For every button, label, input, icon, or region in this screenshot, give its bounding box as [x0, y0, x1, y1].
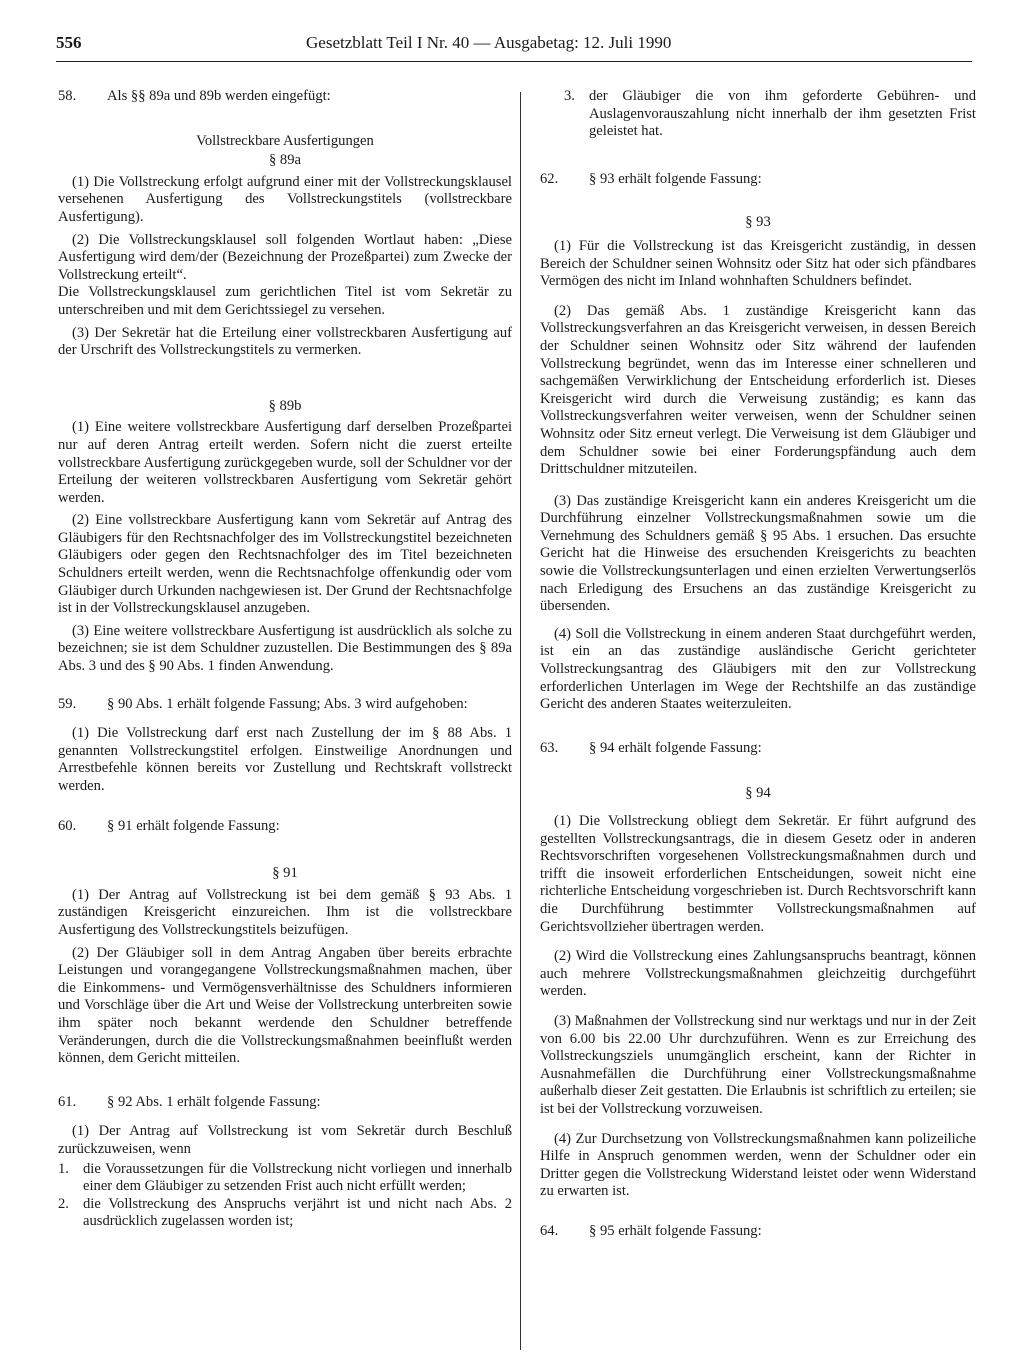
paragraph-text: (2) Die Vollstreckungsklausel soll folgenden Wortlaut haben: „Diese Ausfertigung wird dem/der (Bezeichnung der Prozeßpartei) zum Zwecke der Vollstreckung erteilt“. [58, 231, 512, 283]
section-intro: § 91 erhält folgende Fassung: [107, 817, 280, 834]
section-58 [58, 88, 512, 106]
heading-vollstreckbare-ausfertigungen: Vollstreckbare Ausfertigungen [196, 132, 374, 149]
gazette-title: Gesetzblatt Teil I Nr. 40 — Ausgabetag: 12. Juli 1990 [306, 33, 672, 52]
section-61 [58, 1094, 512, 1112]
section-60 [58, 818, 512, 836]
paragraph-text: (4) Soll die Vollstreckung in einem anderen Staat durchgeführt werden, ist ein an das zuständige ausländische Gericht gerichteter Vollstreckungsantrag des Gläubigers mit den zur Vollstreckung erforderlichen Unterlagen im Wege der Rechtshilfe an das zuständige Gericht des anderen Staates weiterzuleiten. [540, 625, 976, 713]
list-number: 1. [58, 1160, 69, 1177]
left-column [58, 88, 512, 1231]
paragraph-text: (3) Maßnahmen der Vollstreckung sind nur werktags und nur in der Zeit von 6.00 bis 22.00 Uhr durchzuführen. Wenn es zur Erreichung des Vollstreckungsziels unumgänglich erscheint, kann der Richter in Ausnahmefällen die Durchführung einer Vollstreckungsmaßnahme außerhalb dieser Zeit gestatten. Die Erlaubnis ist schriftlich zu erteilen; sie ist bei der Vollstreckung vorzuweisen. [540, 1012, 976, 1117]
page-number: 556 [56, 33, 82, 52]
list-number: 3. [564, 88, 575, 104]
paragraph-text: (2) Wird die Vollstreckung eines Zahlungsanspruchs beantragt, können auch mehrere Vollstreckungsmaßnahmen gleichzeitig durchgeführt werden. [540, 948, 976, 1000]
section-number: 63. [540, 739, 559, 756]
section-number: 64. [540, 1222, 559, 1239]
section-64 [540, 1223, 976, 1241]
paragraph-text: (1) Für die Vollstreckung ist das Kreisgericht zuständig, in dessen Bereich der Schuldner seinen Wohnsitz oder Sitz hat oder sich pfändbares Vermögen des nicht im Inland wohnhaften Schuldners befindet. [540, 237, 976, 290]
paragraph-heading-93: § 93 [745, 214, 771, 231]
section-59 [58, 696, 512, 714]
section-intro: § 92 Abs. 1 erhält folgende Fassung: [107, 1093, 321, 1110]
right-column [540, 88, 976, 1240]
list-number: 2. [58, 1195, 69, 1212]
section-intro: § 94 erhält folgende Fassung: [589, 739, 762, 756]
list-item [58, 1161, 512, 1196]
condition-list [58, 1161, 512, 1231]
list-item [58, 1196, 512, 1231]
paragraph-text: (4) Zur Durchsetzung von Vollstreckungsmaßnahmen kann polizeiliche Hilfe in Anspruch genommen werden, wenn der Schuldner oder ein Dritter gegen die Vollstreckung Widerstand leistet oder wenn Widerstand zu erwarten ist. [540, 1130, 976, 1200]
paragraph-heading-91: § 91 [272, 865, 298, 882]
paragraph-text: (3) Eine weitere vollstreckbare Ausfertigung ist ausdrücklich als solche zu bezeichnen; sie ist dem Schuldner zuzustellen. Die Bestimmungen des § 89a Abs. 3 und des § 90 Abs. 1 finden Anwendung. [58, 622, 512, 675]
section-number: 61. [58, 1093, 77, 1110]
paragraph-text: (3) Der Sekretär hat die Erteilung einer vollstreckbaren Ausfertigung auf der Urschrift des Vollstreckungstitels zu vermerken. [58, 324, 512, 359]
paragraph-text: (1) Eine weitere vollstreckbare Ausfertigung darf derselben Prozeßpartei nur auf deren Antrag erteilt werden. Sofern nicht die zuerst erteilte vollstreckbare Ausfertigung zurückgegeben wurde, soll der Schuldner vor der Erteilung der weiteren vollstreckbaren Ausfertigung vom Sekretär gehört werden. [58, 419, 512, 506]
section-number: 60. [58, 817, 77, 834]
condition-list-continued [540, 88, 976, 141]
list-text: die Voraussetzungen für die Vollstreckung nicht vorliegen und innerhalb einer dem Gläubiger zu setzenden Frist auch nicht erfüllt werden; [83, 1160, 512, 1195]
section-63 [540, 740, 976, 758]
paragraph-text: Die Vollstreckungsklausel zum gerichtlichen Titel ist vom Sekretär zu unterschreiben und mit dem Gerichtssiegel zu versehen. [58, 284, 512, 318]
list-text: der Gläubiger die von ihm geforderte Gebühren- und Auslagenvorauszahlung nicht innerhalb der ihm gesetzten Frist geleistet hat. [589, 88, 976, 140]
paragraph-heading-94: § 94 [745, 785, 771, 802]
paragraph-text: (1) Die Vollstreckung obliegt dem Sekretär. Er führt aufgrund des gestellten Vollstreckungsantrags, die in diesem Gesetz oder in anderen Rechtsvorschriften vorgesehenen Vollstreckungsmaßnahmen durch und trifft die insoweit erforderlichen Entscheidungen, soweit nicht eine richterliche Entscheidung vorgeschrieben ist. Durch Rechtsvorschrift kann die Durchführung bestimmter Vollstreckungsmaßnahmen auf Gerichtsvollzieher übertragen werden. [540, 813, 976, 935]
column-divider [520, 92, 521, 1350]
paragraph-text: (2) Das gemäß Abs. 1 zuständige Kreisgericht kann das Vollstreckungsverfahren an das Kreisgericht verweisen, in dessen Bereich der Schuldner seinen Wohnsitz oder Sitz während der laufenden Vollstreckung begründet, wenn das im Interesse einer schnelleren und sachgemäßen Verwirklichung der Entscheidung erforderlich ist. Dieses Kreisgericht wird durch die Verweisung zuständig; es kann das Vollstreckungsverfahren weiter verweisen, wenn der Schuldner seinen Wohnsitz oder Sitz erneut verlegt. Die Verweisung ist dem Gläubiger und dem Schuldner sowie bei einer Forderungspfändung auch dem Drittschuldner mitzuteilen. [540, 302, 976, 478]
paragraph-heading-89a: § 89a [268, 152, 302, 169]
paragraph-text: (2) Der Gläubiger soll in dem Antrag Angaben über bereits erbrachte Leistungen und vorangegangene Vollstreckungsmaßnahmen machen, über die Einkommens- und Vermögensverhältnisse des Schuldners informieren und Vorschläge über die Art und Weise der Vollstreckung unterbreiten sowie ihm später noch bekannt werdende den Schuldner betreffende Veränderungen, durch die die Vollstreckungsmaßnahmen beeinflußt werden können, dem Gericht mitteilen. [58, 944, 512, 1067]
paragraph-text: (1) Die Vollstreckung darf erst nach Zustellung der im § 88 Abs. 1 genannten Vollstreckungstitel erfolgen. Einstweilige Anordnungen und Arrestbefehle können bereits vor Zustellung und Rechtskraft vollstreckt werden. [58, 725, 512, 794]
paragraph-heading-89b: § 89b [268, 397, 302, 414]
list-item [564, 88, 976, 141]
page-header [0, 34, 1024, 58]
header-rule [56, 61, 972, 62]
section-62 [540, 171, 976, 189]
section-intro: § 95 erhält folgende Fassung: [589, 1222, 762, 1239]
section-number: 58. [58, 88, 77, 104]
paragraph-text: (1) Der Antrag auf Vollstreckung ist vom Sekretär durch Beschluß zurückzuweisen, wenn [58, 1123, 512, 1157]
list-text: die Vollstreckung des Anspruchs verjährt ist und nicht nach Abs. 2 ausdrücklich zugelassen worden ist; [83, 1195, 512, 1230]
paragraph-text: (3) Das zuständige Kreisgericht kann ein anderes Kreisgericht um die Durchführung einzelner Vollstreckungsmaßnahmen sowie um die Vernehmung des Schuldners gemäß § 95 Abs. 1 ersuchen. Das ersuchte Gericht hat die Hinweise des ersuchenden Kreisgerichts zu beachten sowie die Vollstreckungsunterlagen und einen erzielten Verwertungserlös nach Erledigung des Ersuchens an das zuständige Kreisgericht zu übersenden. [540, 492, 976, 615]
section-intro: Als §§ 89a und 89b werden eingefügt: [107, 88, 331, 104]
section-number: 59. [58, 695, 77, 712]
paragraph-text: (1) Der Antrag auf Vollstreckung ist bei dem gemäß § 93 Abs. 1 zuständigen Kreisgericht einzureichen. Ihm ist die vollstreckbare Ausfertigung des Vollstreckungstitels beizufügen. [58, 886, 512, 938]
section-intro: § 90 Abs. 1 erhält folgende Fassung; Abs. 3 wird aufgehoben: [107, 695, 468, 712]
section-intro: § 93 erhält folgende Fassung: [589, 170, 762, 187]
paragraph-text: (2) Eine vollstreckbare Ausfertigung kann vom Sekretär auf Antrag des Gläubigers für den Rechtsnachfolger des im Vollstreckungstitel bezeichneten Gläubigers oder gegen den Rechtsnachfolger des im Titel bezeichneten Schuldners erteilt werden, wenn die Rechtsnachfolge offenkundig oder vom Gläubiger durch Urkunden nachgewiesen ist. Der Grund der Rechtsnachfolge ist in der Vollstreckungsklausel anzugeben. [58, 512, 512, 617]
paragraph-text: (1) Die Vollstreckung erfolgt aufgrund einer mit der Vollstreckungsklausel versehenen Ausfertigung des Vollstreckungstitels (vollstreckbare Ausfertigung). [58, 173, 512, 225]
section-number: 62. [540, 170, 559, 187]
